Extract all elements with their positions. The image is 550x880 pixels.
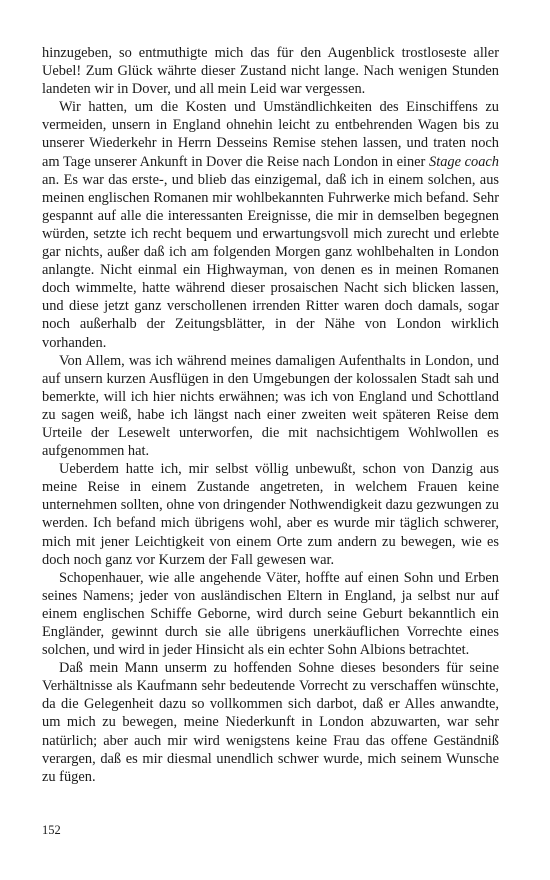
paragraph-1 bbox=[42, 44, 499, 98]
page-number: 152 bbox=[42, 823, 61, 837]
paragraph-3-text: Von Allem, was ich während meines damaligen Aufenthalts in London, und auf unsern kurzen Ausflügen in den Umgebungen der kolossalen Stadt sah und bemerkte, will ich hier nichts erwähnen; was ich von England und Schottland zu sagen weiß, habe ich längst nach einer zweiten weit späteren Reise dem Urteile der Lesewelt unterworfen, die mit nachsichtigem Wohlwollen es aufgenommen hat. bbox=[42, 352, 499, 460]
paragraph-2-text-b: an. Es war das erste-, und blieb das einzigemal, daß ich in einem solchen, aus meinen englischen Romanen mir wohlbekannten Fuhrwerke mich befand. Sehr gespannt auf alle die interessanten Ereignisse, die mir in demselben begegnen würden, setzte ich recht bequem und erwartungsvoll mich zurecht und erlebte gar nichts, außer daß ich am folgenden Morgen ganz wohlbehalten in London anlangte. Nicht einmal ein Highwayman, von denen es in meinen Romanen doch wimmelte, hatte während dieser prosaischen Nacht sich blicken lassen, und diese jetzt ganz verschollenen irrenden Ritter waren doch damals, sogar noch außerhalb der Zeitungsblätter, in der Nähe von London wirklich vorhanden. bbox=[42, 171, 499, 351]
paragraph-6 bbox=[42, 659, 499, 786]
paragraph-4 bbox=[42, 460, 499, 569]
paragraph-3 bbox=[42, 352, 499, 461]
paragraph-1-text: hinzugeben, so entmuthigte mich das für den Augenblick trostloseste aller Uebel! Zum Glück währte dieser Zustand nicht lange. Nach wenigen Stunden landeten wir in Dover, und all mein Leid war vergessen. bbox=[42, 45, 499, 98]
stage-coach-italic: Stage coach bbox=[429, 153, 499, 170]
paragraph-2-text-a: Wir hatten, um die Kosten und Umständlichkeiten des Einschiffens zu vermeiden, unsern in England ohnehin leicht zu entbehrenden Wagen bis zu unserer Wiederkehr in Herrn Desseins Remise stehen lassen, und traten noch am Tage unserer Ankunft in Dover die Reise nach London in einer bbox=[42, 99, 499, 170]
paragraph-4-text: Ueberdem hatte ich, mir selbst völlig unbewußt, schon von Danzig aus meine Reise in einem Zustande angetreten, in welchem Frauen keine unternehmen sollten, ohne von dringender Nothwendigkeit dazu gezwungen zu werden. Ich befand mich übrigens wohl, aber es wurde mir täglich schwerer, mich mit jener Leichtigkeit von einem Orte zum andern zu bewegen, wie es doch noch ganz vor Kurzem der Fall gewesen war. bbox=[42, 461, 499, 568]
paragraph-5-text: Schopenhauer, wie alle angehende Väter, hoffte auf einen Sohn und Erben seines Namens; jeder von ausländischen Eltern in England, ja selbst nur auf einem englischen Schiffe Geborne, wird durch seine Geburt bekanntlich ein Engländer, gewinnt durch sie alle übrigens unerkäuflichen Vorrechte eines solchen, und wird in jeder Hinsicht als ein echter Sohn Albions betrachtet. bbox=[42, 569, 499, 659]
paragraph-5 bbox=[42, 569, 499, 659]
paragraph-2 bbox=[42, 98, 499, 351]
page-body bbox=[42, 44, 499, 786]
paragraph-6-text: Daß mein Mann unserm zu hoffenden Sohne dieses besonders für seine Verhältnisse als Kaufmann sehr bedeutende Vorrecht zu verschaffen wünschte, da die Gelegenheit dazu so vollkommen sich darbot, daß er Alles anwandte, um mich zu bewegen, meine Niederkunft in London abzuwarten, war sehr natürlich; aber auch mir wird wenigstens keine Frau das offene Geständniß verargen, daß es mir diesmal unendlich schwer wurde, mich seinem Wunsche zu fügen. bbox=[42, 660, 499, 785]
